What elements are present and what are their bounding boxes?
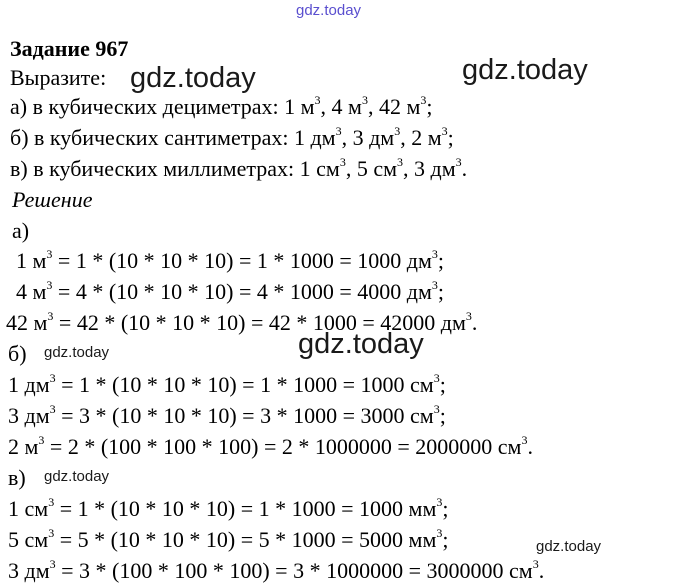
watermark-top: gdz.today [296,2,362,19]
solution-part-c: в) [8,465,26,490]
watermark: gdz.today [44,344,110,361]
solution-line: 3 $дм^3 = 3 * (100 * 100 * 100) = 3 * 1000000 = 3000000$ $см^3$. [8,556,545,583]
solution-line: 2 $м^3 = 2 * (100 * 100 * 100) = 2 * 1000000 = 2000000$ $см^3$. [8,432,533,459]
solution-line: 4 $м^3 = 4 * (10 * 10 * 10) = 4 * 1000 = 4000$ $дм^3$; [16,277,445,304]
solution-line: 1 $см^3 = 1 * (10 * 10 * 10) = 1 * 1000 = 1000$ $мм^3$; [8,494,449,521]
watermark: gdz.today [44,468,110,485]
watermark: gdz.today [298,328,424,360]
task-item-c: в) в кубических миллиметрах: 1 $см^3$, 5 $см^3$, 3 $дм^3$. [10,154,468,181]
solution-line: 1 $дм^3 = 1 * (10 * 10 * 10) = 1 * 1000 = 1000$ $см^3$; [8,370,446,397]
watermark: gdz.today [462,54,588,86]
watermark: gdz.today [130,62,256,94]
solution-line: 1 $м^3 = 1 * (10 * 10 * 10) = 1 * 1000 = 1000$ $дм^3$; [16,246,445,273]
watermark: gdz.today [536,538,602,555]
solution-part-b: б) [8,341,27,366]
task-intro: Выразите: [10,65,107,90]
solution-heading: Решение [12,187,93,212]
task-item-b: б) в кубических сантиметрах: 1 $дм^3$, 3 $дм^3$, 2 $м^3$; [10,123,454,150]
solution-line: 3 $дм^3 = 3 * (10 * 10 * 10) = 3 * 1000 = 3000$ $см^3$; [8,401,446,428]
task-item-a: а) в кубических дециметрах: 1 $м^3$, 4 $м^3$, 42 $м^3$; [10,92,433,119]
solution-line: 42 $м^3 = 42 * (10 * 10 * 10) = 42 * 1000 = 42000$ $дм^3$. [6,308,478,335]
solution-line: 5 $см^3 = 5 * (10 * 10 * 10) = 5 * 1000 = 5000$ $мм^3$; [8,525,449,552]
task-title: Задание 967 [10,36,129,61]
solution-part-a: а) [12,218,30,243]
